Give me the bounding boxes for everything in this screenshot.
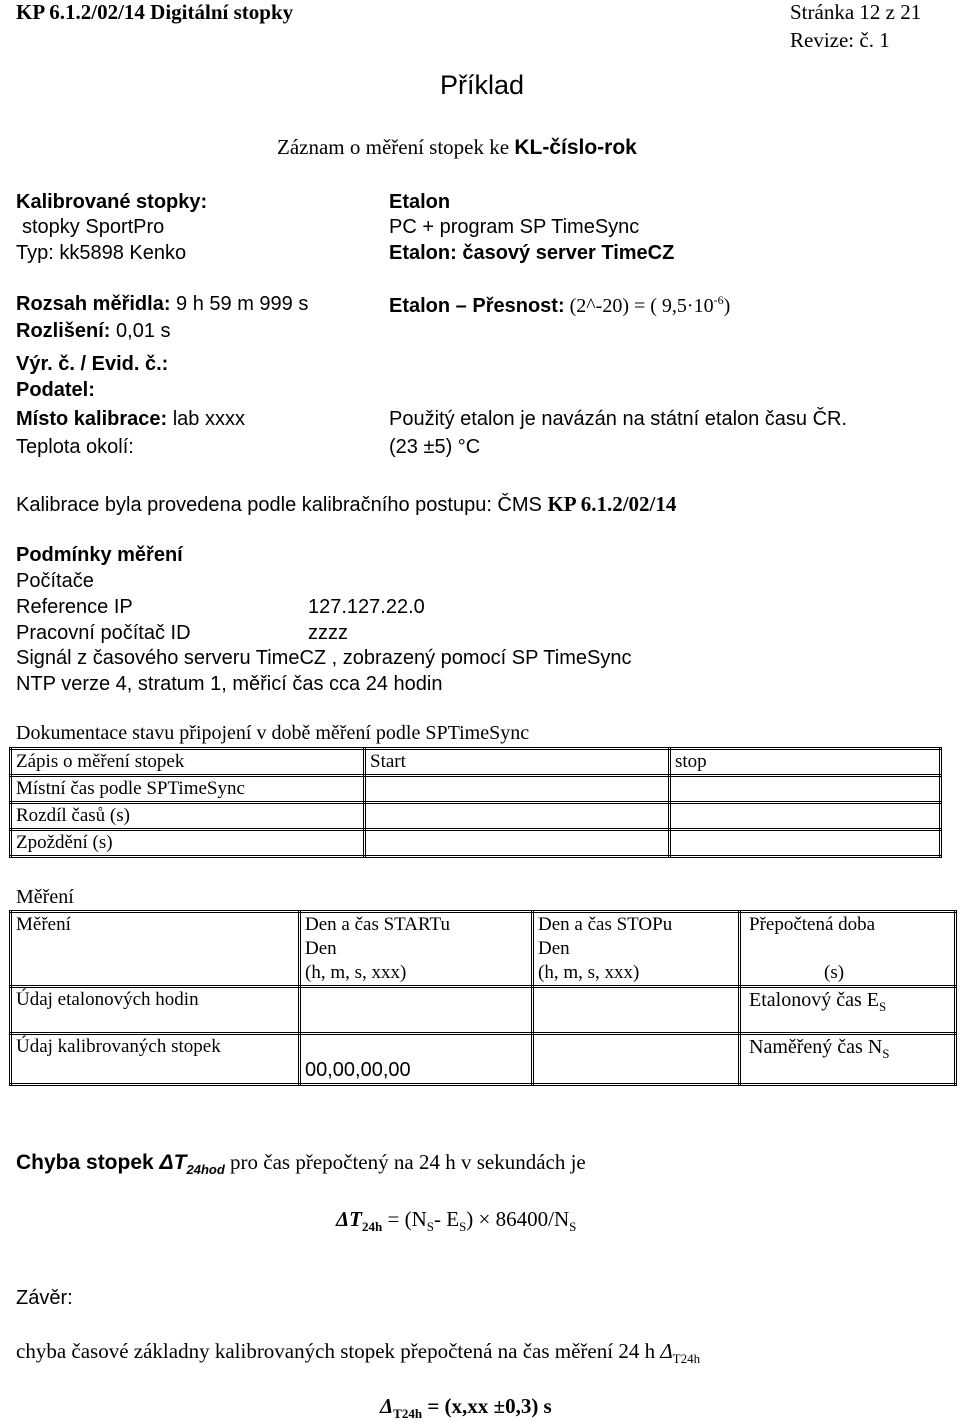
- conclusion-label: Závěr:: [16, 1287, 73, 1309]
- etalon-program: PC + program SP TimeSync: [389, 216, 640, 238]
- pc-id-value: zzzz: [308, 622, 348, 644]
- range: Rozsah měřidla: 9 h 59 m 999 s: [16, 293, 309, 315]
- etalon-server: Etalon: časový server TimeCZ: [389, 242, 675, 264]
- calibrated-label: Kalibrované stopky:: [16, 191, 208, 213]
- table-cell: [670, 803, 941, 830]
- table-cell: stop: [670, 749, 941, 776]
- table-cell: Zápis o měření stopek: [11, 749, 365, 776]
- traceability: Použitý etalon je navázán na státní etalon času ČR.: [389, 408, 848, 430]
- etalon-label: Etalon: [389, 191, 451, 213]
- conditions-title: Podmínky měření: [16, 544, 183, 566]
- table-cell: Přepočtená doba (s): [740, 912, 956, 987]
- stopwatch-model: stopky SportPro: [22, 216, 165, 238]
- error-description: Chyba stopek $\Delta T_{24hod}$ pro čas přepočtený na 24 h v sekundách je: [16, 1150, 586, 1177]
- serial-label: Výr. č. / Evid. č.:: [16, 353, 169, 375]
- table-cell: Rozdíl časů (s): [11, 803, 365, 830]
- measurement-table: [9, 910, 957, 1086]
- error-formula: $\Delta T_{24h} = (N_S-$ $E_S) \times 86400/N_S$: [336, 1207, 577, 1234]
- table-cell: Měření: [11, 912, 300, 987]
- table-cell: Den a čas STARTu Den (h, m, s, xxx): [300, 912, 533, 987]
- table-row: [11, 987, 956, 1034]
- measurement-title: Měření: [16, 886, 74, 908]
- etalon-accuracy: Etalon – Přesnost: (2^-20) = ( $9,5\cdot 10^{-6}$): [389, 293, 731, 317]
- table-cell: [670, 776, 941, 803]
- table-row: [11, 776, 941, 803]
- table-cell: [365, 776, 670, 803]
- subtitle: Záznam o měření stopek ke KL-číslo-rok: [277, 135, 637, 159]
- submitter-label: Podatel:: [16, 379, 95, 401]
- connection-table: [9, 747, 942, 858]
- table-cell: [533, 1034, 740, 1085]
- ref-ip-value: 127.127.22.0: [308, 596, 425, 618]
- signal-text: Signál z časového serveru TimeCZ , zobrazený pomocí SP TimeSync: [16, 647, 632, 669]
- table-cell: Den a čas STOPu Den (h, m, s, xxx): [533, 912, 740, 987]
- revision: Revize: č. 1: [790, 28, 890, 52]
- stopwatch-type: Typ: kk5898 Kenko: [16, 242, 187, 264]
- conclusion-result: $\Delta_{T24h} = (x,xx \pm 0,3)$ s: [380, 1394, 552, 1421]
- ref-ip-label: Reference IP: [16, 596, 133, 618]
- table-cell: Naměřený čas $N_S$: [740, 1034, 956, 1085]
- ntp-text: NTP verze 4, stratum 1, měřicí čas cca 24 hodin: [16, 673, 443, 695]
- page-number: Stránka 12 z 21: [790, 0, 922, 24]
- table-cell: Zpoždění (s): [11, 830, 365, 857]
- doc-id: KP 6.1.2/02/14 Digitální stopky: [16, 0, 294, 24]
- connection-title: Dokumentace stavu připojení v době měření podle SPTimeSync: [16, 722, 530, 744]
- pc-id-label: Pracovní počítač ID: [16, 622, 191, 644]
- table-cell: Místní čas podle SPTimeSync: [11, 776, 365, 803]
- table-cell: [365, 803, 670, 830]
- table-cell: [365, 830, 670, 857]
- table-cell: Start: [365, 749, 670, 776]
- table-cell: Údaj kalibrovaných stopek: [11, 1034, 300, 1085]
- table-row: [11, 830, 941, 857]
- table-cell: Etalonový čas $E_S$: [740, 987, 956, 1034]
- table-cell: [300, 987, 533, 1034]
- table-cell: 00,00,00,00: [300, 1034, 533, 1085]
- table-row: [11, 803, 941, 830]
- table-cell: [670, 830, 941, 857]
- temp-label: Teplota okolí:: [16, 436, 134, 458]
- temp-value: (23 ±5) °C: [389, 436, 481, 458]
- table-row: [11, 912, 956, 987]
- page-title: Příklad: [440, 70, 525, 100]
- computers-label: Počítače: [16, 570, 94, 592]
- place: Místo kalibrace: lab xxxx: [16, 408, 245, 430]
- table-cell: [533, 987, 740, 1034]
- table-cell: Údaj etalonových hodin: [11, 987, 300, 1034]
- procedure: Kalibrace byla provedena podle kalibračního postupu: ČMS KP 6.1.2/02/14: [16, 492, 677, 516]
- table-row: [11, 1034, 956, 1085]
- conclusion-text: chyba časové základny kalibrovaných stopek přepočtená na čas měření 24 h $\Delta_{T24h}$: [16, 1339, 701, 1366]
- table-row: [11, 749, 941, 776]
- resolution: Rozlišení: 0,01 s: [16, 320, 171, 342]
